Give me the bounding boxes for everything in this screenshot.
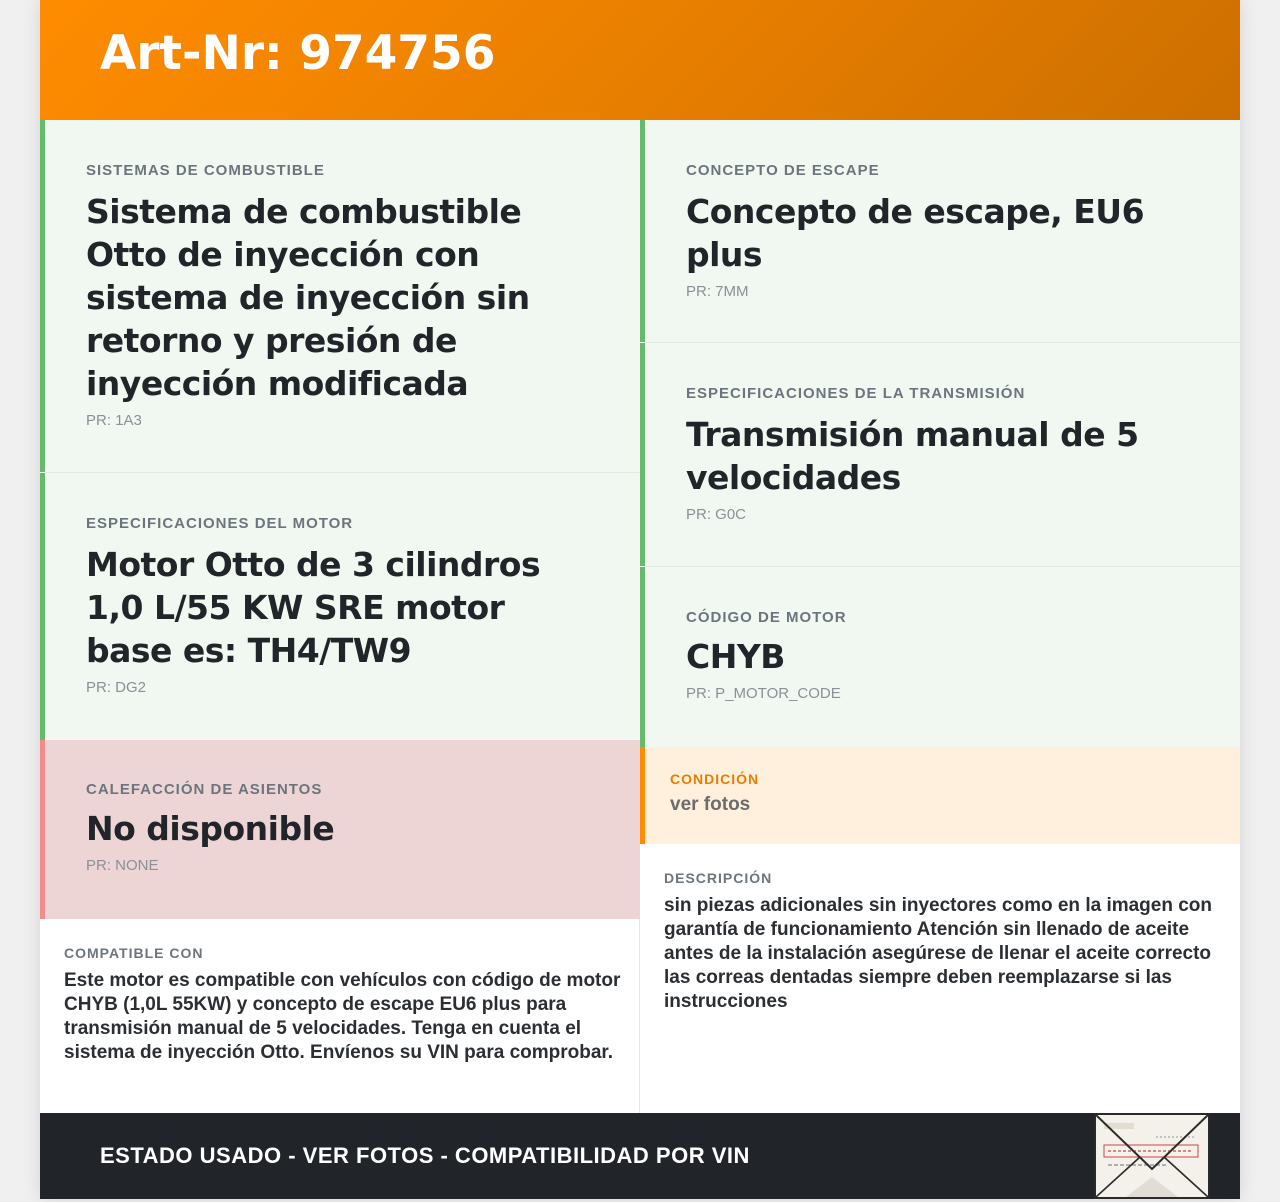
description-label: DESCRIPCIÓN: [664, 870, 773, 886]
compatible-text: Este motor es compatible con vehículos con código de motor CHYB (1,0L 55KW) y concepto de escape EU6 plus para transmisión manual de 5 velocidades. Tenga en cuenta el sistema de inyección Otto. Envíenos su VIN para comprobar.: [64, 970, 621, 1063]
card-pr-code: PR: G0C: [686, 506, 747, 523]
card-label: CONCEPTO DE ESCAPE: [686, 162, 880, 179]
card-pr-code: PR: 1A3: [86, 412, 142, 429]
transmission-card: [640, 343, 1240, 566]
article-number-title: Art-Nr: 974756: [100, 26, 496, 81]
engine-spec-card: [40, 473, 640, 740]
compatible-label: COMPATIBLE CON: [64, 945, 204, 961]
card-value: Sistema de combustible Otto de inyección con sistema de inyección sin retorno y presión de inyección modificada: [86, 192, 530, 403]
card-value: Concepto de escape, EU6 plus: [686, 192, 1145, 274]
card-label: ESPECIFICACIONES DE LA TRANSMISIÓN: [686, 385, 1026, 402]
card-pr-code: PR: DG2: [86, 679, 147, 696]
card-label: SISTEMAS DE COMBUSTIBLE: [86, 162, 325, 179]
exhaust-concept-card: [640, 120, 1240, 342]
card-value: Transmisión manual de 5 velocidades: [686, 415, 1139, 497]
card-pr-code: PR: 7MM: [686, 283, 749, 300]
envelope-icon: [1096, 1115, 1208, 1197]
column-divider: [639, 919, 640, 1113]
envelope-stamp-image: [1094, 1113, 1210, 1199]
product-sheet: [40, 0, 1240, 1199]
card-pr-code: PR: P_MOTOR_CODE: [686, 685, 841, 702]
card-value: Motor Otto de 3 cilindros 1,0 L/55 KW SRE motor base es: TH4/TW9: [86, 545, 541, 670]
card-value: No disponible: [86, 809, 335, 848]
fuel-system-card: [40, 120, 640, 472]
compatible-section: [64, 944, 624, 1065]
card-label: CÓDIGO DE MOTOR: [686, 609, 847, 626]
footer-text: ESTADO USADO - VER FOTOS - COMPATIBILIDAD POR VIN: [100, 1143, 750, 1168]
header-banner: [40, 0, 1240, 120]
card-pr-code: PR: NONE: [86, 857, 159, 874]
description-section: [664, 869, 1224, 1014]
condition-box: [640, 747, 1240, 844]
description-text: sin piezas adicionales sin inyectores como en la imagen con garantía de funcionamiento Atención sin llenado de aceite antes de la instalación asegúrese de llenar el aceite correcto las correas dentadas siempre deben reemplazarse si las instrucciones: [664, 895, 1213, 1012]
engine-code-card: [640, 567, 1240, 747]
card-label: ESPECIFICACIONES DEL MOTOR: [86, 515, 354, 532]
seat-heating-card: [40, 740, 640, 919]
footer-bar: [40, 1113, 1240, 1199]
card-label: CALEFACCIÓN DE ASIENTOS: [86, 781, 323, 798]
card-value: CHYB: [686, 637, 785, 676]
condition-value: ver fotos: [670, 794, 751, 815]
condition-label: CONDICIÓN: [670, 771, 760, 787]
